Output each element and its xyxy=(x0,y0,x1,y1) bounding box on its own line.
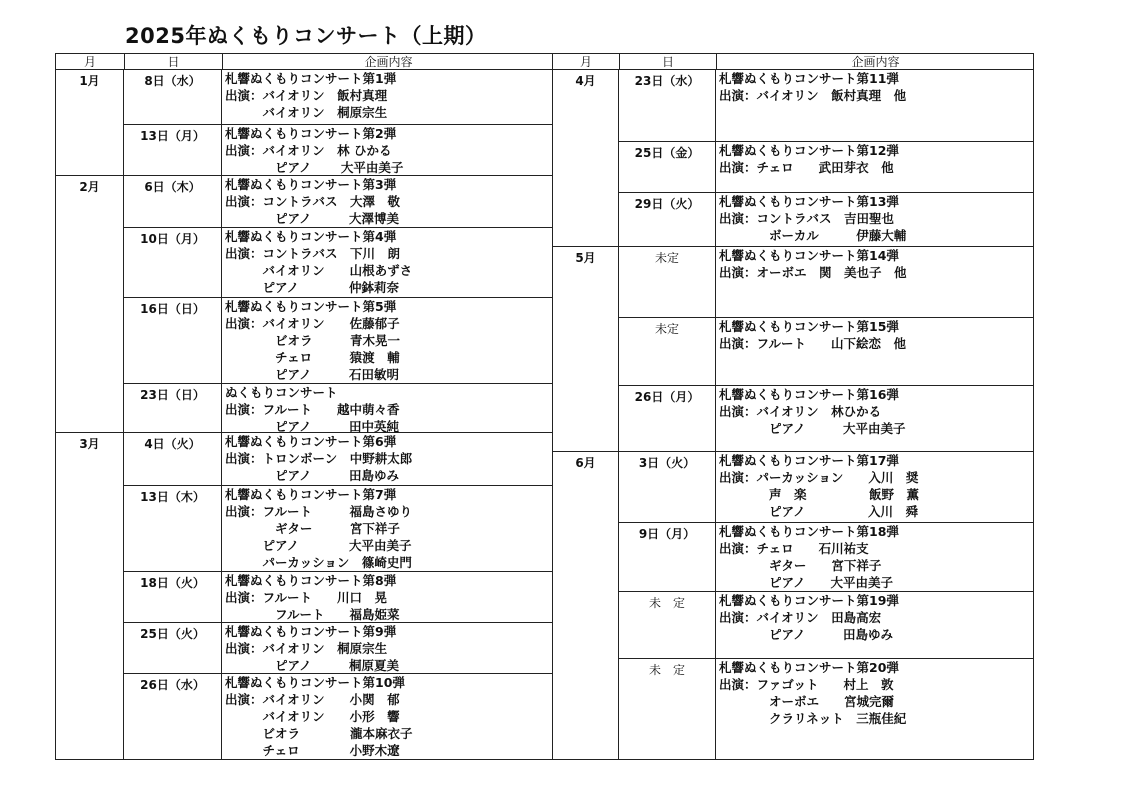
table-row xyxy=(124,227,552,297)
day-cell: 26日（水） xyxy=(124,674,222,760)
day-cell: 23日（日） xyxy=(124,384,222,433)
table-header xyxy=(553,53,1034,70)
month-cell: 5月 xyxy=(553,247,619,451)
program-line: 札響ぬくもりコンサート第11弾 xyxy=(719,71,899,86)
table-row xyxy=(124,297,552,383)
program-cell xyxy=(222,298,552,383)
program-line: ピアノ 仲鉢莉奈 xyxy=(225,280,400,295)
table-row xyxy=(619,247,1033,317)
day-cell: 未 定 xyxy=(619,659,716,760)
table-row xyxy=(619,385,1033,452)
program-line: 札響ぬくもりコンサート第12弾 xyxy=(719,143,899,158)
program-line: 札響ぬくもりコンサート第9弾 xyxy=(225,624,397,639)
day-cell: 6日（木） xyxy=(124,176,222,227)
program-cell xyxy=(716,659,1033,760)
program-line: ぬくもりコンサート xyxy=(225,385,338,400)
program-cell xyxy=(222,433,552,485)
program-cell xyxy=(716,193,1033,247)
program-line: パーカッション 篠崎史門 xyxy=(225,555,412,570)
day-cell: 25日（火） xyxy=(124,623,222,673)
program-cell xyxy=(716,142,1033,192)
program-line: 札響ぬくもりコンサート第1弾 xyxy=(225,71,397,86)
program-line: ピアノ 大平由美子 xyxy=(225,160,404,175)
program-line: ビオラ 瀧本麻衣子 xyxy=(225,726,413,741)
program-line: 札響ぬくもりコンサート第14弾 xyxy=(719,248,899,263)
program-line: 出演：フルート 越中萌々香 xyxy=(225,402,400,417)
program-line: 出演：フルート 福島さゆり xyxy=(225,504,413,519)
program-cell xyxy=(222,572,552,622)
program-line: ピアノ 大平由美子 xyxy=(225,538,412,553)
program-line: 出演：コントラバス 下川 朗 xyxy=(225,246,401,261)
header-program: 企画内容 xyxy=(716,54,1034,70)
table-row xyxy=(619,452,1033,522)
program-line: バイオリン 山根あずさ xyxy=(225,263,413,278)
day-cell: 18日（火） xyxy=(124,572,222,622)
program-line: ピアノ 石田敏明 xyxy=(225,367,400,382)
program-line: 出演：バイオリン 林 ひかる xyxy=(225,143,392,158)
program-line: ピアノ 田島ゆみ xyxy=(225,468,400,483)
month-cell: 2月 xyxy=(56,176,124,432)
program-cell xyxy=(716,70,1033,141)
day-cell: 13日（木） xyxy=(124,486,222,571)
table-row xyxy=(619,70,1033,141)
month-group-mar xyxy=(55,433,553,760)
program-cell xyxy=(716,452,1033,522)
program-line: 出演：チェロ 石川祐支 xyxy=(719,541,869,556)
day-cell: 未 定 xyxy=(619,592,716,658)
day-cell: 4日（火） xyxy=(124,433,222,485)
program-line: ピアノ 桐原夏美 xyxy=(225,658,400,673)
program-line: 出演：ファゴット 村上 敦 xyxy=(719,677,894,692)
table-header xyxy=(55,53,553,70)
header-program: 企画内容 xyxy=(222,54,554,70)
day-cell: 26日（月） xyxy=(619,386,716,452)
program-cell xyxy=(222,228,552,297)
day-cell: 13日（月） xyxy=(124,125,222,176)
month-group-apr xyxy=(553,70,1034,247)
day-cell: 16日（日） xyxy=(124,298,222,383)
program-line: ボーカル 伊藤大輔 xyxy=(719,228,907,243)
table-row xyxy=(124,176,552,227)
table-row xyxy=(124,485,552,571)
program-line: 札響ぬくもりコンサート第8弾 xyxy=(225,573,397,588)
day-cell: 25日（金） xyxy=(619,142,716,192)
table-row xyxy=(619,141,1033,192)
table-row xyxy=(124,571,552,622)
program-line: ピアノ 大澤博美 xyxy=(225,211,400,226)
program-line: ギター 宮下祥子 xyxy=(225,521,400,536)
program-cell xyxy=(716,318,1033,385)
program-line: 出演：バイオリン 飯村真理 他 xyxy=(719,88,907,103)
program-line: ピアノ 大平由美子 xyxy=(719,421,906,436)
month-cell: 3月 xyxy=(56,433,124,760)
program-cell xyxy=(716,523,1033,591)
program-cell xyxy=(222,674,552,760)
table-row xyxy=(619,591,1033,658)
program-line: ピアノ 入川 舜 xyxy=(719,504,919,519)
program-line: 出演：バイオリン 田島高宏 xyxy=(719,610,882,625)
day-cell: 29日（火） xyxy=(619,193,716,247)
header-month: 月 xyxy=(83,55,96,69)
program-line: オーボエ 宮城完爾 xyxy=(719,694,895,709)
day-cell: 10日（月） xyxy=(124,228,222,297)
day-cell: 23日（水） xyxy=(619,70,716,141)
table-row xyxy=(124,622,552,673)
program-line: 出演：バイオリン 佐藤郁子 xyxy=(225,316,400,331)
program-line: 出演：コントラバス 大澤 敬 xyxy=(225,194,401,209)
program-line: フルート 福島姫菜 xyxy=(225,607,400,622)
program-line: 出演：チェロ 武田芽衣 他 xyxy=(719,160,894,175)
program-cell xyxy=(222,176,552,227)
table-row xyxy=(619,522,1033,591)
month-group-jan xyxy=(55,70,553,176)
day-cell: 未定 xyxy=(619,247,716,317)
program-line: 札響ぬくもりコンサート第13弾 xyxy=(719,194,899,209)
program-line: 札響ぬくもりコンサート第16弾 xyxy=(719,387,899,402)
program-line: 出演：フルート 川口 晃 xyxy=(225,590,388,605)
month-group-jun xyxy=(553,452,1034,760)
table-row xyxy=(124,383,552,433)
program-line: 札響ぬくもりコンサート第2弾 xyxy=(225,126,397,141)
program-line: 札響ぬくもりコンサート第15弾 xyxy=(719,319,899,334)
day-cell: 8日（水） xyxy=(124,70,222,124)
month-cell: 4月 xyxy=(553,70,619,246)
table-row xyxy=(124,124,552,176)
program-cell xyxy=(716,247,1033,317)
table-row xyxy=(124,433,552,485)
program-line: ビオラ 青木晃一 xyxy=(225,333,401,348)
program-cell xyxy=(222,623,552,673)
program-line: バイオリン 桐原宗生 xyxy=(225,105,388,120)
program-line: ギター 宮下祥子 xyxy=(719,558,882,573)
day-cell: 未定 xyxy=(619,318,716,385)
month-cell: 1月 xyxy=(56,70,124,175)
program-cell xyxy=(222,384,552,433)
program-line: 出演：バイオリン 飯村真理 xyxy=(225,88,388,103)
program-line: 札響ぬくもりコンサート第3弾 xyxy=(225,177,397,192)
program-line: 札響ぬくもりコンサート第19弾 xyxy=(719,593,899,608)
program-line: 出演：パーカッション 入川 奨 xyxy=(719,470,919,485)
day-cell: 9日（月） xyxy=(619,523,716,591)
program-line: チェロ 小野木遼 xyxy=(225,743,400,758)
program-line: 札響ぬくもりコンサート第6弾 xyxy=(225,434,397,449)
program-cell xyxy=(716,386,1033,452)
program-line: 札響ぬくもりコンサート第4弾 xyxy=(225,229,397,244)
table-row xyxy=(124,673,552,760)
header-month: 月 xyxy=(579,55,592,69)
table-row xyxy=(619,658,1033,760)
program-line: 札響ぬくもりコンサート第7弾 xyxy=(225,487,397,502)
program-line: ピアノ 田中英純 xyxy=(225,419,400,433)
month-group-may xyxy=(553,247,1034,452)
program-cell xyxy=(222,70,552,124)
program-cell xyxy=(716,592,1033,658)
table-row xyxy=(124,70,552,124)
header-day: 日 xyxy=(619,54,716,70)
program-line: 出演：バイオリン 林ひかる xyxy=(719,404,882,419)
program-line: 出演：バイオリン 小関 郁 xyxy=(225,692,400,707)
page-title: 2025年ぬくもりコンサート（上期） xyxy=(125,24,487,48)
header-day: 日 xyxy=(124,54,222,70)
program-line: ピアノ 田島ゆみ xyxy=(719,627,894,642)
program-line: 出演：トロンボーン 中野耕太郎 xyxy=(225,451,413,466)
program-line: クラリネット 三瓶佳紀 xyxy=(719,711,907,726)
month-cell: 6月 xyxy=(553,452,619,760)
day-cell: 3日（火） xyxy=(619,452,716,522)
table-row xyxy=(619,192,1033,247)
program-line: 札響ぬくもりコンサート第18弾 xyxy=(719,524,899,539)
program-line: 札響ぬくもりコンサート第10弾 xyxy=(225,675,405,690)
program-line: ピアノ 大平由美子 xyxy=(719,575,894,590)
program-line: チェロ 猿渡 輔 xyxy=(225,350,400,365)
program-line: 札響ぬくもりコンサート第5弾 xyxy=(225,299,397,314)
program-line: 札響ぬくもりコンサート第20弾 xyxy=(719,660,899,675)
program-line: 声 楽 飯野 薫 xyxy=(719,487,920,502)
program-line: 札響ぬくもりコンサート第17弾 xyxy=(719,453,899,468)
program-cell xyxy=(222,486,552,571)
table-row xyxy=(619,317,1033,385)
program-cell xyxy=(222,125,552,176)
program-line: 出演：コントラバス 吉田聖也 xyxy=(719,211,895,226)
program-line: バイオリン 小形 響 xyxy=(225,709,400,724)
program-line: 出演：フルート 山下絵恋 他 xyxy=(719,336,907,351)
month-group-feb xyxy=(55,176,553,433)
program-line: 出演：オーボエ 関 美也子 他 xyxy=(719,265,907,280)
program-line: 出演：バイオリン 桐原宗生 xyxy=(225,641,388,656)
